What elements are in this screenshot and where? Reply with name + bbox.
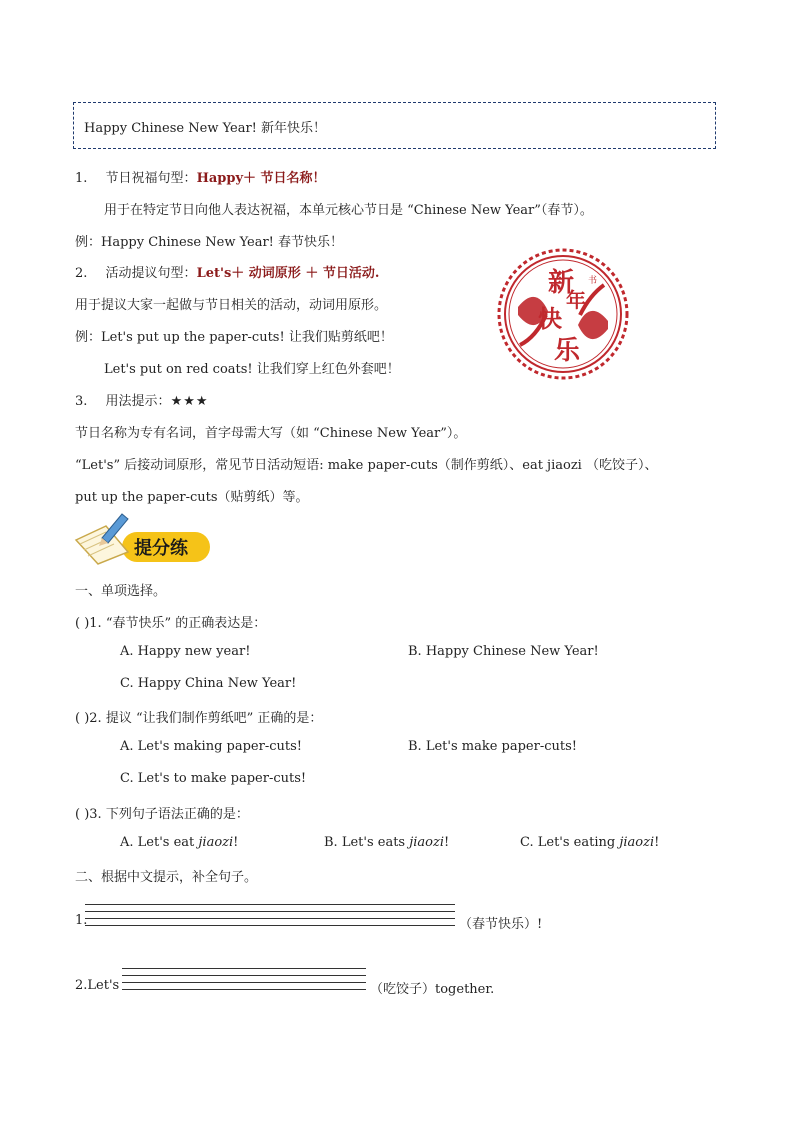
header-box: [73, 102, 716, 149]
rule-3-line-2: “Let's” 后接动词原形，常见节日活动短语: make paper-cuts（制作剪纸）、eat jiaozi （吃饺子）、: [75, 458, 658, 473]
rule-2-heading: [75, 262, 379, 281]
rule-3-heading: [75, 390, 209, 409]
rule-1-heading: [75, 167, 326, 186]
question-1-stem: 1. “春节快乐” 的正确表达是：: [89, 616, 267, 631]
rule-1-description: 用于在特定节日向他人表达祝福，本单元核心节日是 “Chinese New Year”（春节）。: [104, 203, 593, 218]
question-1: [75, 612, 266, 631]
q3-option-a: [120, 835, 238, 850]
new-year-seal-icon: [496, 247, 630, 381]
rule-2-number: 2.: [75, 266, 88, 281]
rule-3-label: 用法提示：: [105, 394, 171, 409]
answer-blank-1[interactable]: ( ): [75, 616, 90, 631]
rule-2-description: 用于提议大家一起做与节日相关的活动，动词用原形。: [75, 298, 388, 313]
rule-3-line-1: 节日名称为专有名词，首字母需大写（如 “Chinese New Year”）。: [75, 426, 467, 441]
section-2-title: 二、根据中文提示，补全句子。: [75, 870, 258, 885]
question-3-stem: 3. 下列句子语法正确的是：: [89, 807, 249, 822]
question-2: [75, 707, 322, 726]
q3-b-italic: jiaozi: [409, 835, 444, 850]
q1-option-c: C. Happy China New Year!: [120, 676, 297, 691]
question-2-stem: 2. 提议 “让我们制作剪纸吧” 正确的是：: [89, 711, 323, 726]
rule-3-stars: ★★★: [170, 394, 209, 409]
q3-c-end: !: [654, 835, 660, 850]
seal-char-4: 乐: [554, 336, 581, 366]
q2-option-a: A. Let's making paper-cuts!: [120, 739, 302, 754]
practice-badge: [72, 510, 212, 566]
q3-b-text: B. Let's eats: [324, 835, 410, 850]
notepad-pencil-icon: [72, 510, 136, 566]
rule-1-example: 例：Happy Chinese New Year! 春节快乐！: [75, 235, 344, 250]
rule-1-label: 节日祝福句型：: [105, 171, 197, 186]
seal-char-2: 年: [566, 288, 586, 312]
badge-text: 提分练: [134, 538, 188, 559]
q3-a-end: !: [233, 835, 239, 850]
answer-blank-2[interactable]: ( ): [75, 711, 90, 726]
q3-a-italic: jiaozi: [198, 835, 234, 850]
header-text: Happy Chinese New Year! 新年快乐！: [84, 121, 327, 136]
q3-option-b: [324, 835, 449, 850]
q3-c-text: C. Let's eating: [520, 835, 620, 850]
seal-char-1: 新: [548, 268, 575, 298]
section-1-title: 一、单项选择。: [75, 584, 167, 599]
rule-1-formula: Happy＋ 节日名称！: [196, 171, 326, 186]
q3-c-italic: jiaozi: [619, 835, 655, 850]
rule-2-example-1: 例：Let's put up the paper-cuts! 让我们贴剪纸吧！: [75, 330, 393, 345]
writing-lines-2[interactable]: [122, 968, 366, 996]
sentence-2-hint: （吃饺子）together.: [370, 982, 495, 997]
rule-2-example-2: Let's put on red coats! 让我们穿上红色外套吧！: [104, 362, 400, 377]
rule-2-formula: Let's＋ 动词原形 ＋ 节日活动.: [196, 266, 380, 281]
q3-option-c: [520, 835, 659, 850]
rule-1-number: 1.: [75, 171, 88, 186]
rule-3-line-3: put up the paper-cuts（贴剪纸）等。: [75, 490, 309, 505]
seal-char-3: 快: [538, 305, 562, 333]
sentence-1-number: 1.: [75, 913, 88, 928]
rule-3-number: 3.: [75, 394, 88, 409]
q1-option-a: A. Happy new year!: [120, 644, 251, 659]
sentence-1-hint: （春节快乐）!: [459, 917, 543, 932]
q1-option-b: B. Happy Chinese New Year!: [408, 644, 599, 659]
q2-option-b: B. Let's make paper-cuts!: [408, 739, 577, 754]
answer-blank-3[interactable]: ( ): [75, 807, 90, 822]
writing-lines-1[interactable]: [85, 904, 455, 932]
question-3: [75, 803, 249, 822]
sentence-2-prefix: 2.Let's: [75, 978, 120, 993]
seal-small-char: 书: [588, 276, 598, 286]
q2-option-c: C. Let's to make paper-cuts!: [120, 771, 307, 786]
q3-a-text: A. Let's eat: [120, 835, 199, 850]
q3-b-end: !: [444, 835, 450, 850]
rule-2-label: 活动提议句型：: [105, 266, 197, 281]
